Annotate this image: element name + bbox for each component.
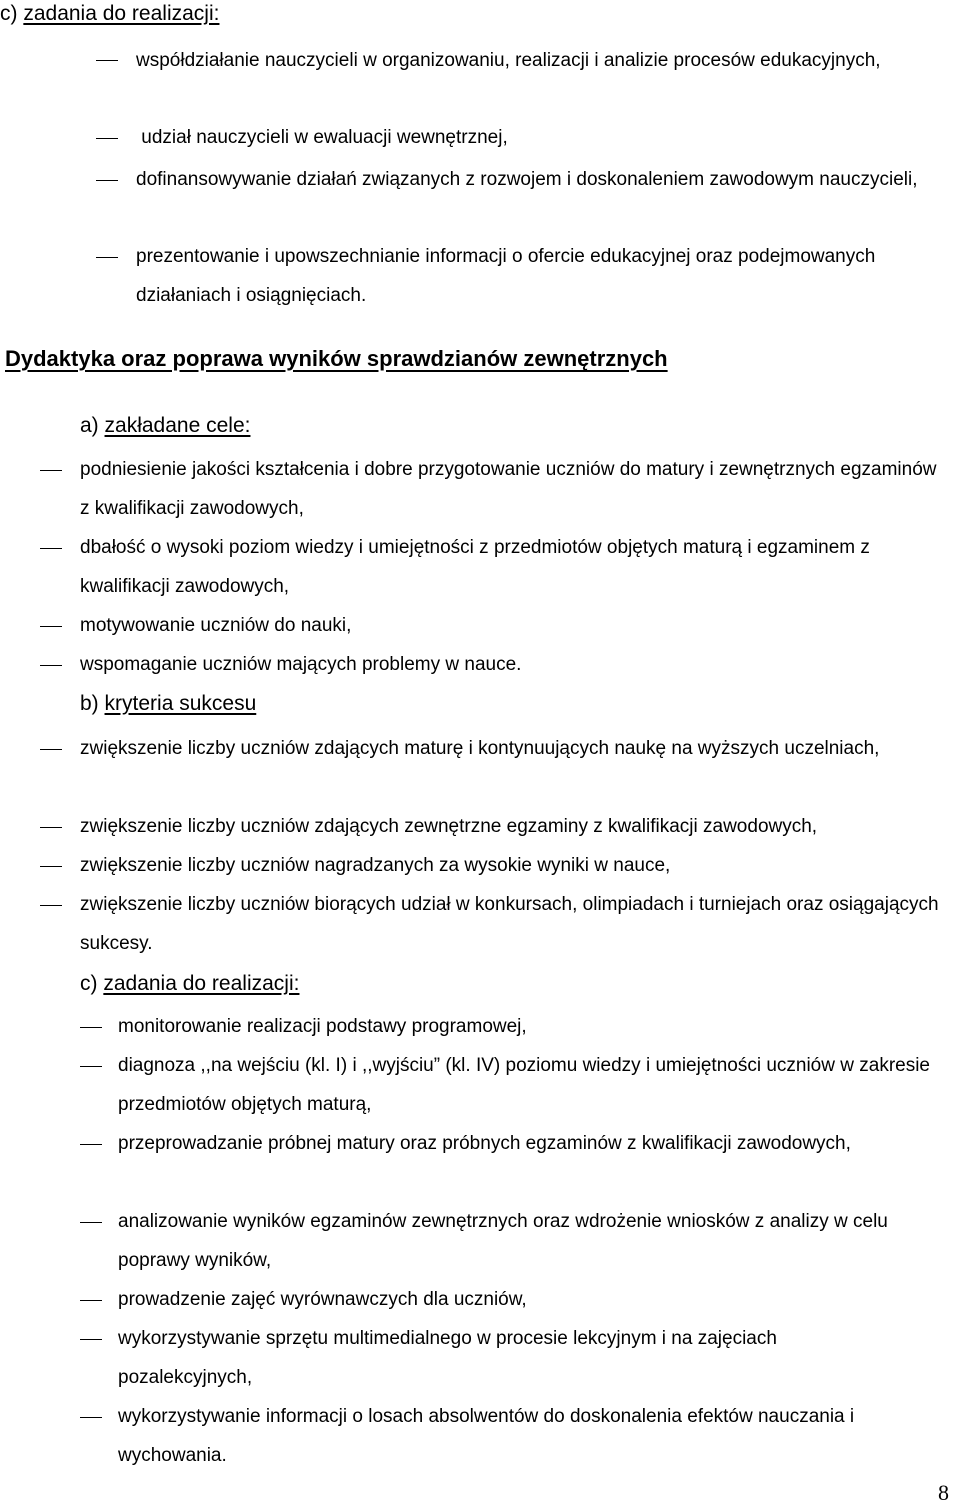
list-item	[0, 528, 940, 606]
section-a-heading	[80, 412, 250, 440]
section-a-letter: a)	[80, 414, 99, 437]
dash-bullet	[40, 470, 62, 471]
dash-bullet	[40, 548, 62, 549]
section-a-title: zakładane cele:	[104, 414, 251, 437]
section-c-title: zadania do realizacji:	[103, 972, 300, 995]
dash-bullet	[80, 1339, 102, 1340]
dash-bullet	[80, 1144, 102, 1145]
section-b-title: kryteria sukcesu	[104, 692, 257, 715]
list-item	[0, 807, 940, 846]
list-item-text: współdziałanie nauczycieli w organizowaniu, realizacji i analizie procesów edukacyjnych,	[136, 50, 881, 71]
dash-bullet	[96, 180, 118, 181]
dash-bullet	[40, 905, 62, 906]
dash-bullet	[80, 1222, 102, 1223]
dash-bullet	[96, 257, 118, 258]
section-c-top-letter: c)	[0, 2, 18, 25]
list-item-text: zwiększenie liczby uczniów biorących udział w konkursach, olimpiadach i turniejach oraz osiągających sukcesy.	[80, 894, 939, 954]
list-item	[0, 606, 940, 645]
dash-bullet	[80, 1066, 102, 1067]
list-item	[0, 450, 940, 528]
list-item-text: zwiększenie liczby uczniów zdających maturę i kontynuujących naukę na wyższych uczelniach,	[80, 738, 880, 759]
list-item	[0, 1202, 940, 1280]
list-item-text: dbałość o wysoki poziom wiedzy i umiejętności z przedmiotów objętych maturą i egzaminem z kwalifikacji zawodowych,	[80, 537, 870, 597]
dash-bullet	[96, 138, 118, 139]
list-item-text: motywowanie uczniów do nauki,	[80, 615, 352, 636]
section-c-heading	[80, 970, 299, 998]
list-item-text: dofinansowywanie działań związanych z rozwojem i doskonaleniem zawodowym nauczycieli,	[136, 169, 918, 190]
dash-bullet	[80, 1417, 102, 1418]
list-item	[0, 160, 940, 238]
section-c-letter: c)	[80, 972, 98, 995]
list-item	[0, 885, 940, 963]
list-item-text: monitorowanie realizacji podstawy programowej,	[118, 1016, 527, 1037]
list-item	[0, 1397, 940, 1475]
dash-bullet	[40, 866, 62, 867]
dash-bullet	[80, 1300, 102, 1301]
list-item	[0, 729, 940, 807]
list-item	[0, 1124, 940, 1202]
list-item-text: podniesienie jakości kształcenia i dobre przygotowanie uczniów do matury i zewnętrznych egzaminów z kwalifikacji zawodowych,	[80, 459, 937, 519]
section-b-letter: b)	[80, 692, 99, 715]
list-item-text: wspomaganie uczniów mających problemy w nauce.	[80, 654, 522, 675]
list-item	[0, 1319, 940, 1397]
list-item	[0, 40, 940, 118]
list-item-text: wykorzystywanie sprzętu multimedialnego w procesie lekcyjnym i na zajęciach pozalekcyjnych,	[118, 1328, 777, 1388]
dash-bullet	[40, 827, 62, 828]
list-item-text: analizowanie wyników egzaminów zewnętrznych oraz wdrożenie wniosków z analizy w celu poprawy wyników,	[118, 1211, 888, 1271]
list-item	[0, 118, 940, 157]
list-item	[0, 846, 940, 885]
dash-bullet	[96, 60, 118, 61]
page-number: 8	[938, 1480, 949, 1505]
section-c-top-heading	[0, 0, 219, 28]
list-item	[0, 237, 940, 315]
list-item-text: przeprowadzanie próbnej matury oraz próbnych egzaminów z kwalifikacji zawodowych,	[118, 1133, 851, 1154]
section-b-heading	[80, 690, 256, 718]
list-item-text: diagnoza ,,na wejściu (kl. I) i ,,wyjściu” (kl. IV) poziomu wiedzy i umiejętności uczniów w zakresie przedmiotów objętych maturą,	[118, 1055, 930, 1115]
dash-bullet	[40, 749, 62, 750]
main-heading: Dydaktyka oraz poprawa wyników sprawdzianów zewnętrznych	[5, 346, 668, 371]
list-item	[0, 1046, 940, 1124]
list-item-text: prezentowanie i upowszechnianie informacji o ofercie edukacyjnej oraz podejmowanych działaniach i osiągnięciach.	[136, 246, 876, 306]
list-item-text: wykorzystywanie informacji o losach absolwentów do doskonalenia efektów nauczania i wychowania.	[118, 1406, 855, 1466]
list-item	[0, 645, 940, 684]
list-item-text: udział nauczycieli w ewaluacji wewnętrznej,	[136, 127, 508, 148]
list-item-text: zwiększenie liczby uczniów nagradzanych za wysokie wyniki w nauce,	[80, 855, 671, 876]
list-item	[0, 1007, 940, 1046]
list-item-text: zwiększenie liczby uczniów zdających zewnętrzne egzaminy z kwalifikacji zawodowych,	[80, 816, 818, 837]
list-item	[0, 1280, 940, 1319]
dash-bullet	[80, 1027, 102, 1028]
dash-bullet	[40, 665, 62, 666]
list-item-text: prowadzenie zajęć wyrównawczych dla uczniów,	[118, 1289, 527, 1310]
dash-bullet	[40, 626, 62, 627]
section-c-top-title: zadania do realizacji:	[23, 2, 220, 25]
